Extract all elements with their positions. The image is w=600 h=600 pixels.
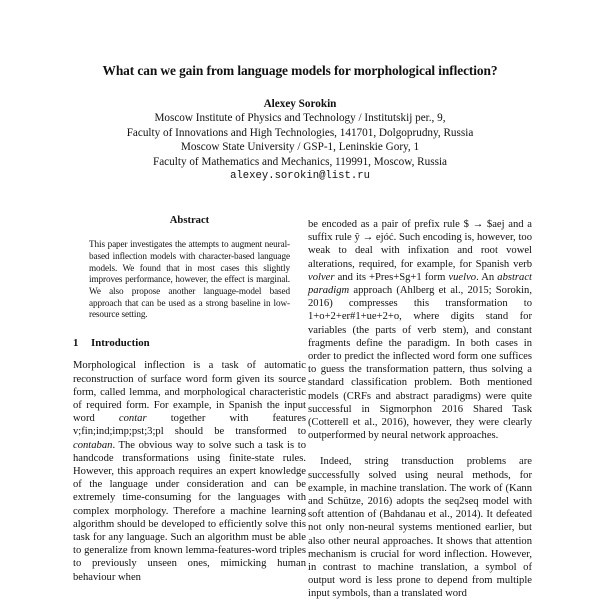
author-name: Alexey Sorokin xyxy=(263,98,337,110)
affiliation-line: Faculty of Innovations and High Technologies, 141701, Dolgoprudny, Russia xyxy=(126,126,474,139)
author-email: alexey.sorokin@list.ru xyxy=(230,170,370,183)
author-block xyxy=(0,97,600,183)
affiliation-line: Moscow Institute of Physics and Technology / Institutskij per., 9, xyxy=(154,112,446,125)
text-run: . The obvious way to solve such a task is to handcode transformations using finite-state rules. However, this approach requires an expert knowledge of the language under consideration and can be extremely time-consuming for the languages with complex morphology. Therefore a machine learning algorithm should be developed to efficiently solve this task for any language. Such an algorithm must be able to generalize from known lemma-features-word triples to previously unseen ones, mimicking human behaviour when xyxy=(73,439,306,583)
paper-title: What can we gain from language models for morphological inflection? xyxy=(102,63,498,78)
text-run: approach (Ahlberg et al., 2015; Sorokin, 2016) compresses this transformation to 1+o+2+er#1+ue+2+o, where digits stand for variables (the parts of verb stem), and constant fragments define the paradigm. In both cases in order to predict the inflected word form one suffices to guess the transformation pattern, thus solving a standard classification problem. Both mentioned models (CRFs and abstract paradigms) were quite successful in Sigmorphon 2016 Shared Task (Cotterell et al., 2016), however, they were clearly outperformed by neural network approaches. xyxy=(308,285,532,442)
text-run: and its +Pres+Sg+1 form xyxy=(334,271,449,283)
italic-term: abstract paradigm xyxy=(308,271,532,297)
right-column xyxy=(308,218,532,600)
text-run: together with features v;fin;ind;imp;pst;3;pl should be transformed to xyxy=(73,413,307,438)
section-heading xyxy=(73,337,306,350)
section-title: Introduction xyxy=(91,337,150,350)
italic-term: contaban xyxy=(73,439,113,451)
section-number: 1 xyxy=(73,337,79,350)
text-run: be encoded as a pair of prefix rule $ → $aej and a suffix rule ŷ → ejóć. Such encoding is, however, too weak to deal with infixation and root vowel alterations, required, for example, for Spanish verb xyxy=(308,219,532,270)
abstract-heading: Abstract xyxy=(169,215,210,226)
italic-term: volver xyxy=(308,271,335,283)
abstract-text: This paper investigates the attempts to augment neural-based inflection models with character-based language models. We found that in most cases this slightly improves performance, however, the effect is marginal. We also propose another language-model based approach that can be used as a strong baseline in low-resource setting. xyxy=(89,239,290,320)
body-paragraph: Indeed, string transduction problems are successfully solved using neural methods, for example, in machine translation. The work of (Kann and Schütze, 2016) adopts the seq2seq model with soft attention of (Bahdanau et al., 2014). It defeated not only non-neural systems mentioned earlier, but also other neural approaches. It shows that attention mechanism is crucial for word inflection. However, in contrast to machine translation, a symbol of output word is less prone to depend from multiple input symbols, than a translated word xyxy=(308,456,532,600)
affiliation-line: Moscow State University / GSP-1, Leninskie Gory, 1 xyxy=(180,141,420,154)
affiliation-line: Faculty of Mathematics and Mechanics, 119991, Moscow, Russia xyxy=(152,155,448,168)
body-paragraph xyxy=(308,218,532,442)
italic-term: vuelvo xyxy=(448,271,477,283)
text-run: Morphological inflection is a task of automatic reconstruction of surface word form given its source form, called lemma, and morphological characteristic of required form. For example, in Spanish the input word xyxy=(73,360,306,425)
text-run: . An xyxy=(476,271,498,283)
introduction-paragraph xyxy=(73,359,306,583)
italic-term: contar xyxy=(118,413,147,425)
left-column xyxy=(73,214,306,584)
